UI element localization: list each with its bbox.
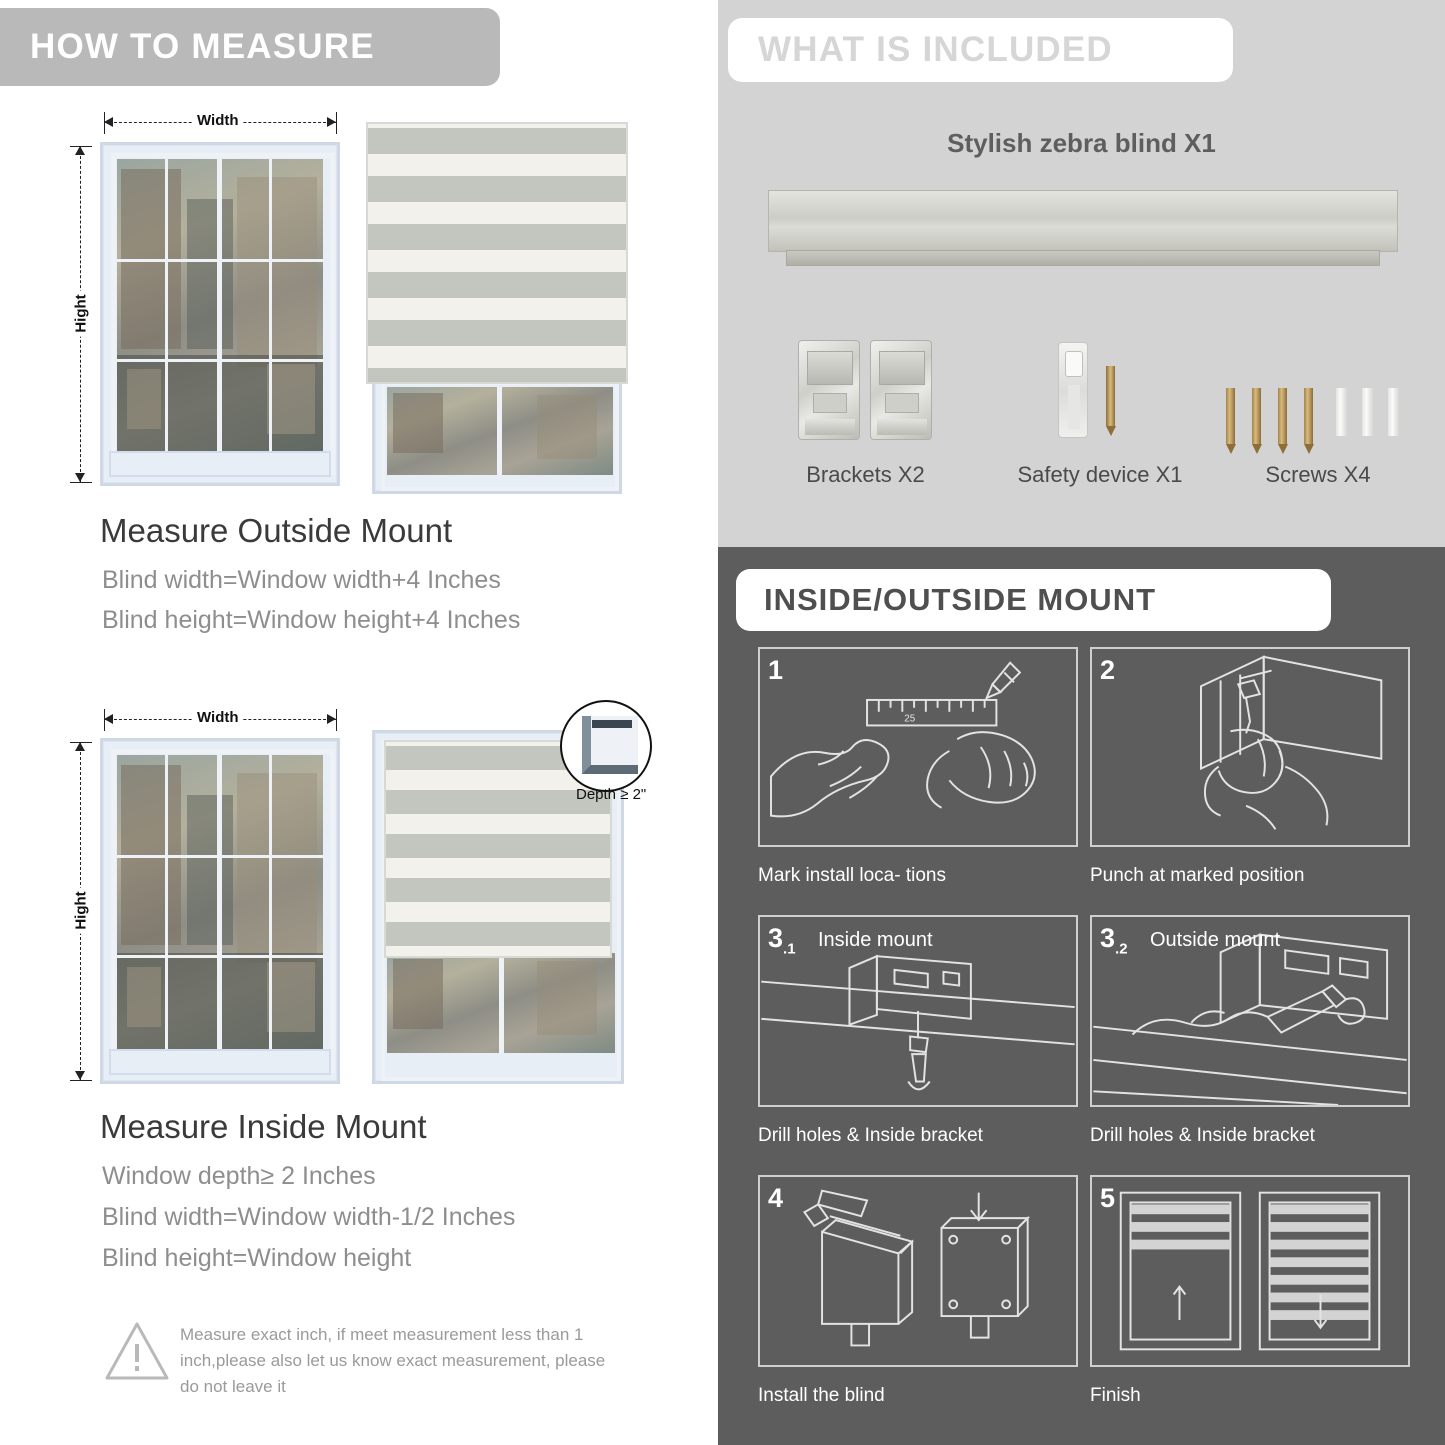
depth-callout-label: Depth ≥ 2" — [576, 786, 647, 803]
anchor-icon-2 — [1362, 388, 1373, 436]
inside-height-arrow-up — [75, 742, 85, 751]
outside-width-label: Width — [193, 112, 243, 129]
step-3-2-number: $3_{.2}$ — [1100, 923, 1128, 958]
how-to-measure-title: HOW TO MEASURE — [30, 27, 375, 66]
screw-icon-4 — [1304, 388, 1313, 444]
inside-height-arrow-down — [75, 1071, 85, 1080]
safety-device-label: Safety device X1 — [1017, 462, 1183, 487]
outside-width-tick-left — [104, 112, 105, 134]
step-3-1-caption: Drill holes & Inside bracket — [758, 1125, 983, 1146]
outside-zebra-blind — [366, 122, 628, 384]
step-3-1-sublabel: Inside mount — [818, 929, 933, 951]
inside-width-arrow-left — [104, 714, 113, 724]
outside-mount-line-2: Blind height=Window height+4 Inches — [102, 606, 521, 634]
step-1 — [758, 647, 1078, 887]
inside-height-label: Hight — [73, 887, 90, 933]
warning-triangle-icon — [104, 1320, 170, 1387]
anchor-icon-3 — [1388, 388, 1399, 436]
inside-outside-mount-title: INSIDE/OUTSIDE MOUNT — [764, 582, 1157, 617]
outside-height-arrow-up — [75, 146, 85, 155]
step-2-box — [1090, 647, 1410, 847]
bracket-icon-1 — [798, 340, 860, 440]
how-to-measure-panel — [0, 0, 712, 1445]
step-5 — [1090, 1175, 1410, 1407]
bracket-icon-2 — [870, 340, 932, 440]
safety-device-icon — [1058, 342, 1088, 438]
outside-height-tick-top — [70, 146, 92, 147]
finished-blind-icon — [1092, 1177, 1408, 1365]
step-3-2-caption: Drill holes & Inside bracket — [1090, 1125, 1315, 1146]
anchor-icon-1 — [1336, 388, 1347, 436]
step-3-1-number: $3_{.1}$ — [768, 923, 796, 958]
outside-height-label: Hight — [73, 290, 90, 336]
inside-window-frame — [100, 738, 340, 1084]
step-4-caption: Install the blind — [758, 1385, 885, 1406]
ruler-pencil-icon — [760, 649, 1076, 845]
screw-icon-1 — [1226, 388, 1235, 444]
inside-width-arrow-right — [327, 714, 336, 724]
svg-text:25: 25 — [904, 713, 916, 725]
inside-height-tick-top — [70, 742, 92, 743]
step-3-2 — [1090, 915, 1410, 1147]
brackets-label: Brackets X2 — [806, 462, 925, 487]
outside-window-behind-blind — [372, 372, 622, 494]
drill-icon — [1092, 649, 1408, 845]
step-5-box — [1090, 1175, 1410, 1367]
outside-width-arrow-right — [327, 117, 336, 127]
inside-width-label: Width — [193, 709, 243, 726]
warning-text: Measure exact inch, if meet measurement less than 1 inch,please also let us know exact measurement, please do not leave it — [180, 1325, 606, 1396]
outside-height-arrow-down — [75, 473, 85, 482]
install-blind-icon — [760, 1177, 1076, 1365]
depth-callout-circle — [560, 700, 652, 792]
outside-width-tick-right — [336, 112, 337, 134]
inside-mount-title: Measure Inside Mount — [100, 1108, 427, 1145]
step-4-box — [758, 1175, 1078, 1367]
step-2-caption: Punch at marked position — [1090, 865, 1305, 886]
outside-mount-line-1: Blind width=Window width+4 Inches — [102, 566, 501, 594]
step-3-2-box — [1090, 915, 1410, 1107]
included-headline: Stylish zebra blind X1 — [947, 128, 1216, 158]
inside-outside-mount-banner — [736, 569, 1331, 631]
step-1-number: 1 — [768, 655, 784, 685]
inside-outside-mount-panel — [718, 547, 1445, 1445]
inside-width-tick-left — [104, 709, 105, 731]
outside-mount-title: Measure Outside Mount — [100, 512, 453, 549]
inside-mount-line-1: Window depth≥ 2 Inches — [102, 1162, 376, 1190]
step-2 — [1090, 647, 1410, 887]
step-4 — [758, 1175, 1078, 1407]
what-is-included-title: WHAT IS INCLUDED — [758, 30, 1113, 69]
inside-mount-line-3: Blind height=Window height — [102, 1244, 412, 1272]
zebra-blind-headrail — [768, 190, 1398, 268]
screw-icon-2 — [1252, 388, 1261, 444]
screw-icon-3 — [1278, 388, 1287, 444]
step-1-box — [758, 647, 1078, 847]
step-1-caption: Mark install loca- tions — [758, 865, 946, 886]
screws-label: Screws X4 — [1265, 462, 1371, 487]
step-4-number: 4 — [768, 1183, 784, 1213]
outside-height-tick-bottom — [70, 482, 92, 483]
step-5-caption: Finish — [1090, 1385, 1141, 1406]
step-5-number: 5 — [1100, 1183, 1116, 1213]
step-2-number: 2 — [1100, 655, 1116, 685]
safety-screw-icon — [1106, 366, 1115, 426]
outside-window-frame — [100, 142, 340, 486]
step-3-2-sublabel: Outside mount — [1150, 929, 1281, 951]
inside-width-tick-right — [336, 709, 337, 731]
how-to-measure-banner — [0, 8, 500, 86]
inside-height-tick-bottom — [70, 1080, 92, 1081]
inside-mount-line-2: Blind width=Window width-1/2 Inches — [102, 1203, 516, 1231]
what-is-included-banner — [728, 18, 1233, 82]
step-3-1-box — [758, 915, 1078, 1107]
step-3-1 — [758, 915, 1078, 1147]
what-is-included-panel — [718, 0, 1445, 547]
outside-width-arrow-left — [104, 117, 113, 127]
